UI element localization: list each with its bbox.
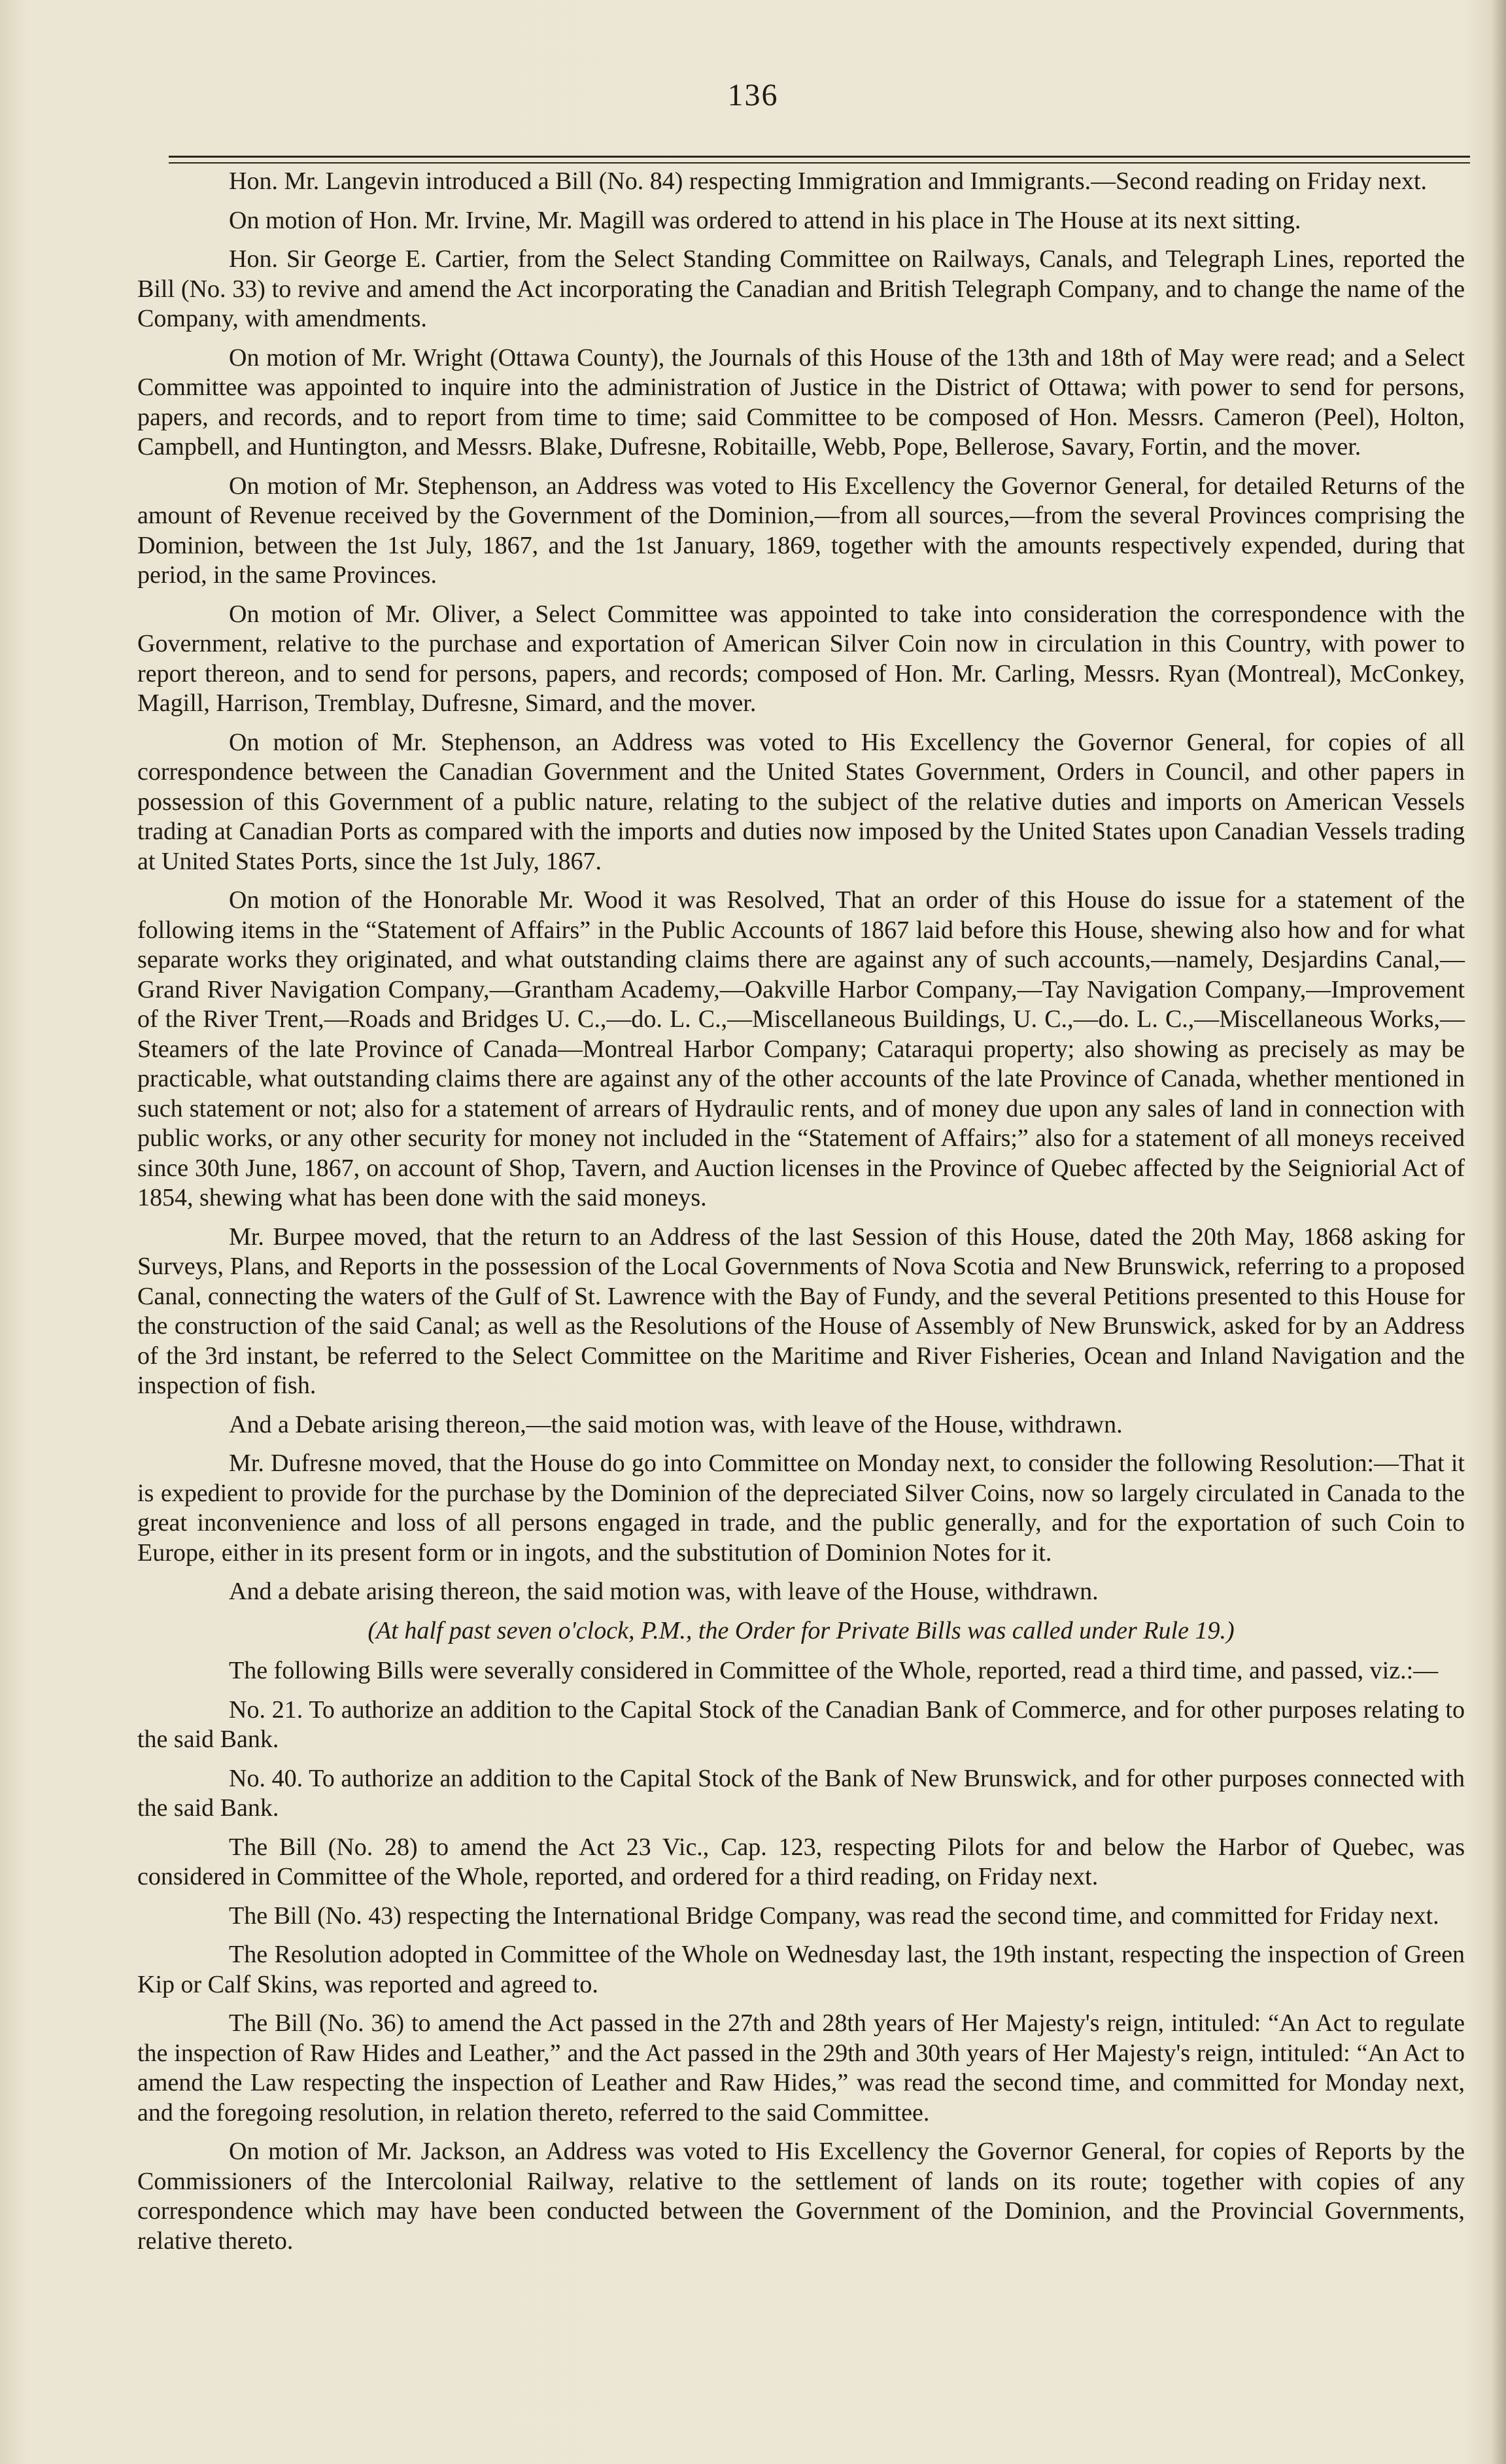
page-edge-shadow (1492, 0, 1506, 2464)
paragraph-10: And a Debate arising thereon,—the said motion was, with leave of the House, withdrawn. (229, 1410, 1123, 1438)
paragraph-8: On motion of the Honorable Mr. Wood it was Resolved, That an order of this House do issue for a statement of the following items in the “Statement of Affairs” in the Public Accounts of 1867 laid before this House, shewing also how and for what separate works they originated, and what outstanding claims there are against any of such accounts,—namely, Desjardins Canal,—Grand River Navigation Company,—Grantham Academy,—Oakville Harbor Company,—Tay Navigation Company,—Improvement of the River Trent,—Roads and Bridges U. C.,—do. L. C.,—Miscellaneous Buildings, U. C.,—do. L. C.,—Miscellaneous Works,—Steamers of the late Province of Canada—Montreal Harbor Company; Cataraqui property; also showing as precisely as may be practicable, what outstanding claims there are against any of the other accounts of the late Province of Canada, whether mentioned in such statement or not; also for a statement of arrears of Hydraulic rents, and of money due upon any sales of land in connection with public works, or any other security for money not included in the “Statement of Affairs;” also for a statement of all moneys received since 30th June, 1867, on account of Shop, Tavern, and Auction licenses in the Province of Quebec affected by the Seigniorial Act of 1854, shewing what has been done with the said moneys. (137, 886, 1465, 1211)
paragraph-1: Hon. Mr. Langevin introduced a Bill (No. 84) respecting Immigration and Immigrants.—Second reading on Friday next. (229, 167, 1428, 195)
paragraph-5: On motion of Mr. Stephenson, an Address was voted to His Excellency the Governor General, for detailed Returns of the amount of Revenue received by the Government of the Dominion,—from all sources,—from the several Provinces comprising the Dominion, between the 1st July, 1867, and the 1st January, 1869, together with the amounts respectively expended, during that period, in the same Provinces. (137, 472, 1465, 589)
paragraph-11: Mr. Dufresne moved, that the House do go into Committee on Monday next, to consider the following Resolution:—That it is expedient to provide for the purchase by the Dominion of the depreciated Silver Coins, now so largely circulated in Canada to the great inconvenience and loss of all persons engaged in trade, and the public generally, and for the exportation of such Coin to Europe, either in its present form or in ingots, and the substitution of Dominion Notes for it. (137, 1449, 1465, 1567)
journal-body (137, 167, 1465, 2265)
paragraph-18: The Bill (No. 43) respecting the International Bridge Company, was read the second time, and committed for Friday next. (229, 1901, 1439, 1930)
page-number: 136 (727, 78, 779, 113)
header-rule-thin (169, 162, 1470, 164)
header-rule (169, 156, 1470, 158)
paragraph-19: The Resolution adopted in Committee of the Whole on Wednesday last, the 19th instant, respecting the inspection of Green Kip or Calf Skins, was reported and agreed to. (137, 1941, 1465, 1998)
paragraph-3: Hon. Sir George E. Cartier, from the Select Standing Committee on Railways, Canals, and Telegraph Lines, reported the Bill (No. 33) to revive and amend the Act incorporating the Canadian and British Telegraph Company, and to change the name of the Company, with amendments. (137, 245, 1465, 332)
paragraph-20: The Bill (No. 36) to amend the Act passed in the 27th and 28th years of Her Majesty's reign, intituled: “An Act to regulate the inspection of Raw Hides and Leather,” and the Act passed in the 29th and 30th years of Her Majesty's reign, intituled: “An Act to amend the Law respecting the inspection of Leather and Raw Hides,” was read the second time, and committed for Monday next, and the foregoing resolution, in relation thereto, referred to the said Committee. (137, 2009, 1465, 2126)
paragraph-17: The Bill (No. 28) to amend the Act 23 Vic., Cap. 123, respecting Pilots for and below the Harbor of Quebec, was considered in Committee of the Whole, reported, and ordered for a third reading, on Friday next. (137, 1833, 1465, 1890)
paragraph-9: Mr. Burpee moved, that the return to an Address of the last Session of this House, dated the 20th May, 1868 asking for Surveys, Plans, and Reports in the possession of the Local Governments of Nova Scotia and New Brunswick, referring to a proposed Canal, connecting the waters of the Gulf of St. Lawrence with the Bay of Fundy, and the several Petitions presented to this House for the construction of the said Canal; as well as the Resolutions of the House of Assembly of New Brunswick, asked for by an Address of the 3rd instant, be referred to the Select Committee on the Maritime and River Fisheries, Ocean and Inland Navigation and the inspection of fish. (137, 1223, 1465, 1399)
order-note: (At half past seven o'clock, P.M., the Order for Private Bills was called under Rule 19.) (368, 1616, 1235, 1644)
paragraph-15: No. 21. To authorize an addition to the Capital Stock of the Canadian Bank of Commerce, and for other purposes relating to the said Bank. (137, 1695, 1465, 1753)
paragraph-4: On motion of Mr. Wright (Ottawa County), the Journals of this House of the 13th and 18th of May were read; and a Select Committee was appointed to inquire into the administration of Justice in the District of Ottawa; with power to send for persons, papers, and records, and to report from time to time; said Committee to be composed of Hon. Messrs. Cameron (Peel), Holton, Campbell, and Huntington, and Messrs. Blake, Dufresne, Robitaille, Webb, Pope, Bellerose, Savary, Fortin, and the mover. (137, 343, 1465, 460)
paragraph-12: And a debate arising thereon, the said motion was, with leave of the House, withdrawn. (229, 1578, 1099, 1605)
paragraph-16: No. 40. To authorize an addition to the Capital Stock of the Bank of New Brunswick, and for other purposes connected with the said Bank. (137, 1764, 1465, 1822)
paragraph-7: On motion of Mr. Stephenson, an Address was voted to His Excellency the Governor General, for copies of all correspondence between the Canadian Government and the United States Government, Orders in Council, and other papers in possession of this Government of a public nature, relating to the subject of the relative duties and imports on American Vessels trading at Canadian Ports as compared with the imports and duties now imposed by the United States upon Canadian Vessels trading at United States Ports, since the 1st July, 1867. (137, 728, 1465, 875)
paragraph-2: On motion of Hon. Mr. Irvine, Mr. Magill was ordered to attend in his place in The House at its next sitting. (229, 206, 1301, 234)
paragraph-6: On motion of Mr. Oliver, a Select Committee was appointed to take into consideration the correspondence with the Government, relative to the purchase and exportation of American Silver Coin now in circulation in this Country, with power to report thereon, and to send for persons, papers, and records; composed of Hon. Mr. Carling, Messrs. Ryan (Montreal), McConkey, Magill, Harrison, Tremblay, Dufresne, Simard, and the mover. (137, 600, 1465, 717)
paragraph-14: The following Bills were severally considered in Committee of the Whole, reported, read a third time, and passed, viz.:— (229, 1657, 1439, 1684)
paragraph-21: On motion of Mr. Jackson, an Address was voted to His Excellency the Governor General, for copies of Reports by the Commissioners of the Intercolonial Railway, relative to the settlement of lands on its route; together with copies of any correspondence which may have been conducted between the Government of the Dominion, and the Provincial Governments, relative thereto. (137, 2138, 1465, 2255)
